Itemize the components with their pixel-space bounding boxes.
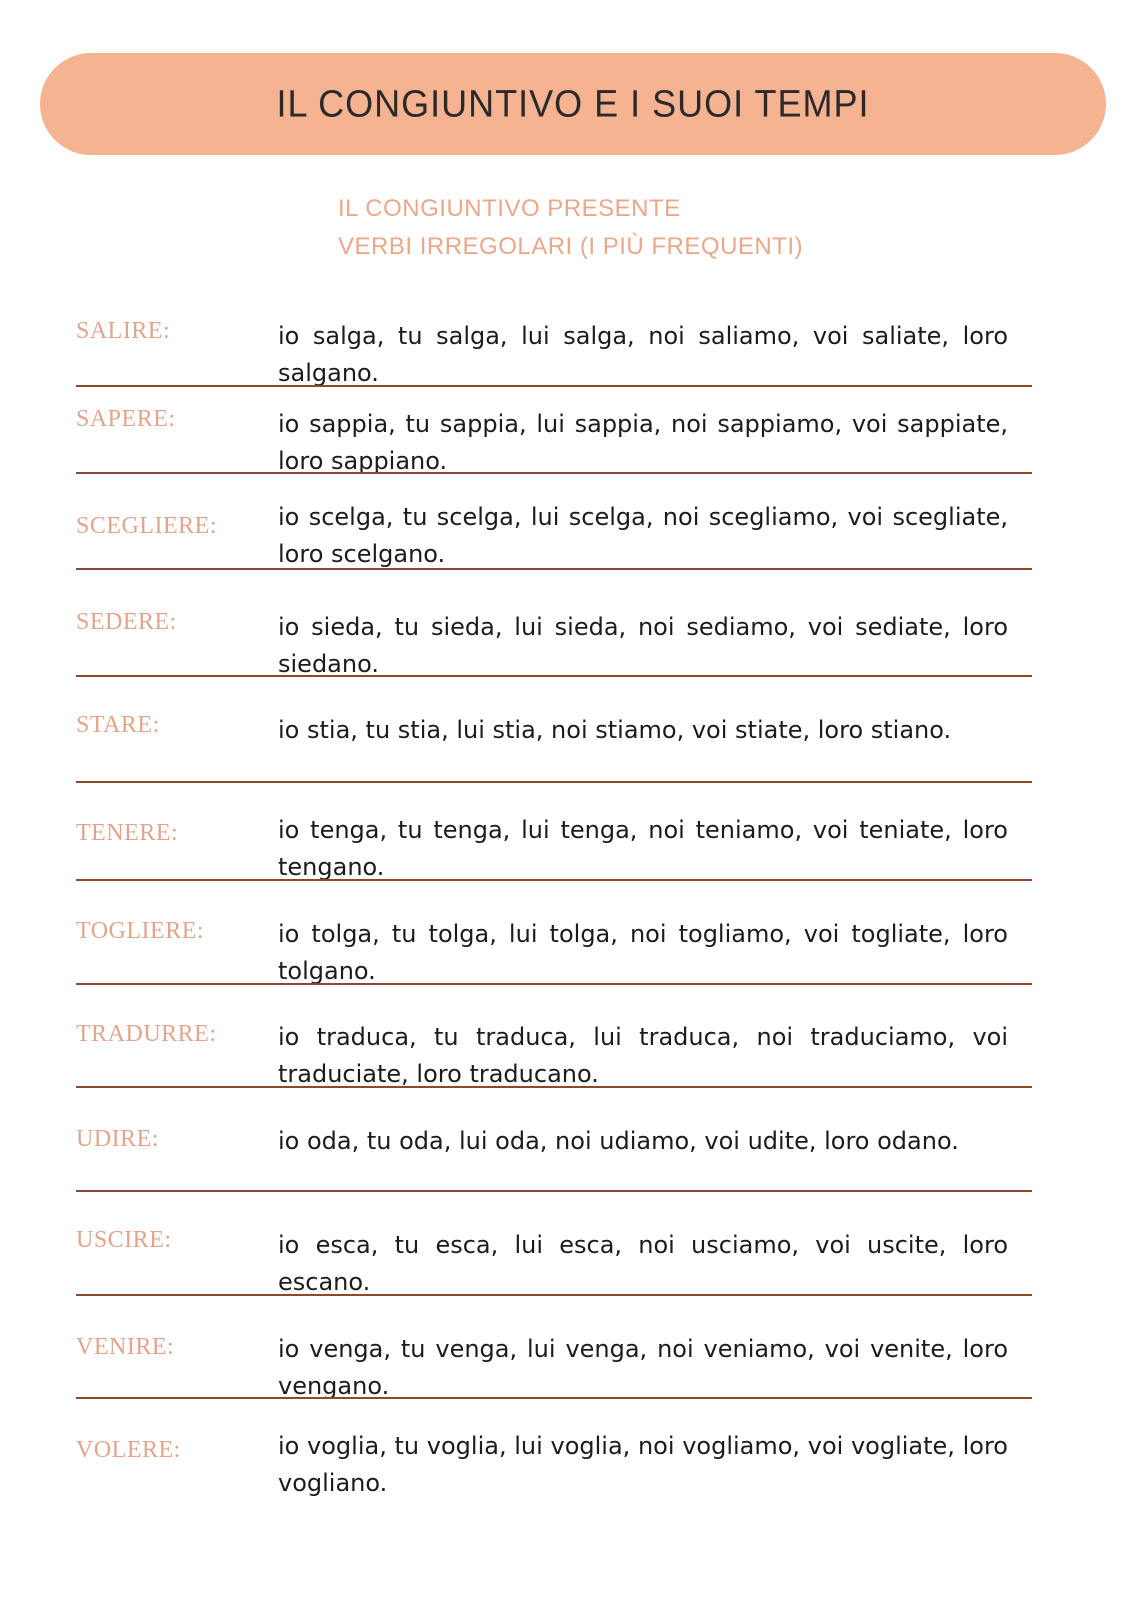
row-divider [76,1397,1032,1399]
verb-label: VOLERE: [76,1437,181,1463]
verb-conjugation: io scelga, tu scelga, lui scelga, noi scegliamo, voi scegliate, loro scelgano. [278,503,1008,568]
verb-conjugation: io venga, tu venga, lui venga, noi veniamo, voi venite, loro vengano. [278,1335,1008,1400]
verb-label: VENIRE: [76,1334,175,1360]
verb-conjugation: io traduca, tu traduca, lui traduca, noi traduciamo, voi traduciate, loro traducano. [278,1023,1008,1088]
row-divider [76,385,1032,387]
verb-label: UDIRE: [76,1126,159,1152]
title-banner [40,53,1106,155]
verb-conjugation: io tolga, tu tolga, lui tolga, noi togliamo, voi togliate, loro tolgano. [278,920,1008,985]
verb-label: TOGLIERE: [76,918,205,944]
verb-label: TRADURRE: [76,1021,217,1047]
verb-label: SALIRE: [76,318,171,344]
verb-label: TENERE: [76,820,179,846]
row-divider [76,1294,1032,1296]
row-divider [76,568,1032,570]
subtitle [338,190,803,266]
row-divider [76,879,1032,881]
row-divider [76,675,1032,677]
verb-conjugation: io tenga, tu tenga, lui tenga, noi teniamo, voi teniate, loro tengano. [278,816,1008,881]
verb-conjugation: io esca, tu esca, lui esca, noi usciamo, voi uscite, loro escano. [278,1231,1008,1296]
row-divider [76,983,1032,985]
verb-label: SAPERE: [76,406,176,432]
verb-conjugation: io sieda, tu sieda, lui sieda, noi sediamo, voi sediate, loro siedano. [278,613,1008,678]
verb-label: USCIRE: [76,1227,172,1253]
verb-label: SCEGLIERE: [76,513,217,539]
verb-conjugation: io sappia, tu sappia, lui sappia, noi sappiamo, voi sappiate, loro sappiano. [278,410,1008,475]
row-divider [76,1190,1032,1192]
row-divider [76,781,1032,783]
subtitle-line-2: VERBI IRREGOLARI (I PIÙ FREQUENTI) [338,233,804,260]
verb-conjugation: io salga, tu salga, lui salga, noi saliamo, voi saliate, loro salgano. [278,322,1008,387]
row-divider [76,1086,1032,1088]
row-divider [76,472,1032,474]
verb-label: STARE: [76,712,160,738]
verb-label: SEDERE: [76,609,177,635]
verb-conjugation: io oda, tu oda, lui oda, noi udiamo, voi udite, loro odano. [278,1127,959,1155]
verb-conjugation: io voglia, tu voglia, lui voglia, noi vogliamo, voi vogliate, loro vogliano. [278,1432,1008,1497]
verb-conjugation: io stia, tu stia, lui stia, noi stiamo, voi stiate, loro stiano. [278,716,952,744]
subtitle-line-1: IL CONGIUNTIVO PRESENTE [338,195,681,222]
page-title: IL CONGIUNTIVO E I SUOI TEMPI [276,81,870,125]
